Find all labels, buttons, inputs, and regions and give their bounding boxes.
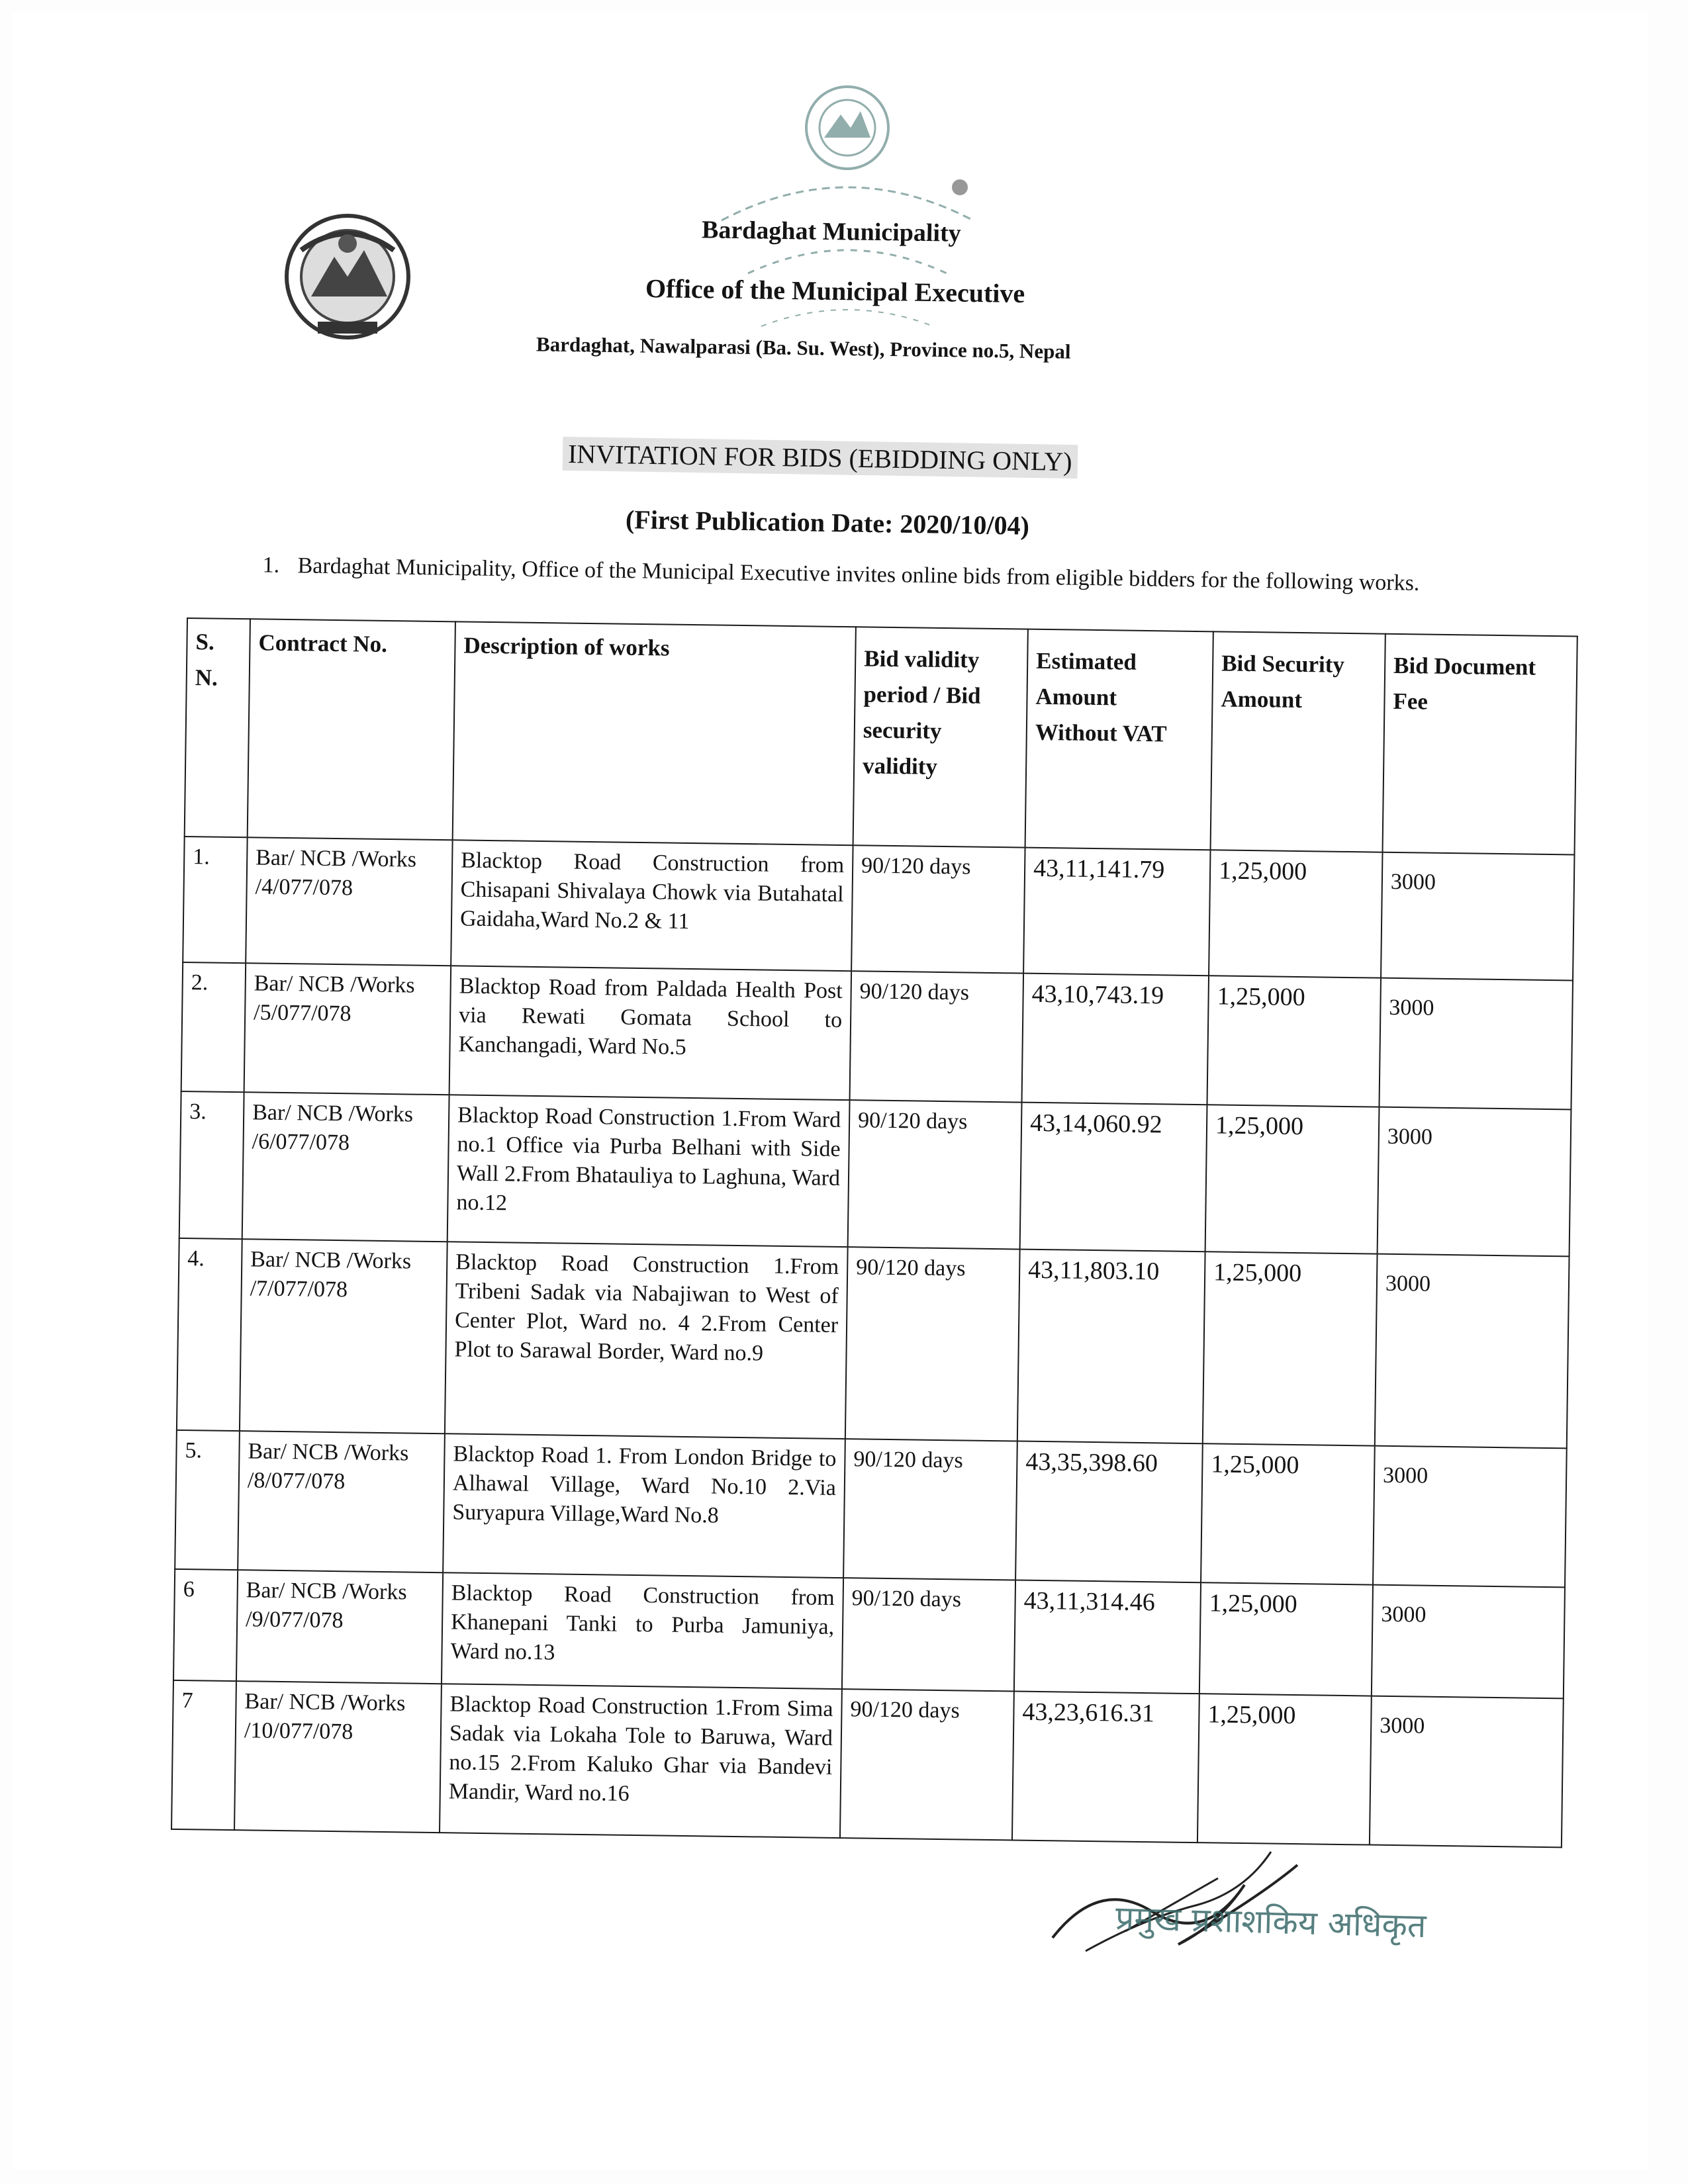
cell-description: Blacktop Road Construction from Khanepani Tanki to Purba Jamuniya, Ward no.13 [442,1572,843,1689]
cell-sn: 2. [181,962,246,1092]
cell-sn: 1. [183,837,247,963]
cell-validity: 90/120 days [851,845,1025,973]
cell-contract: Bar/ NCB /Works /9/077/078 [236,1570,443,1684]
table-row [183,837,1574,980]
header-contract: Contract No. [248,619,455,840]
cell-fee: 3000 [1378,1107,1571,1257]
cell-description: Blacktop Road Construction from Chisapani Shivalaya Chowk via Butahatal Gaidaha,Ward No.2 & 11 [451,840,853,971]
cell-validity: 90/120 days [842,1578,1015,1691]
cell-estimate: 43,11,141.79 [1023,848,1210,976]
office-name: Office of the Municipal Executive [645,273,1025,308]
cell-description: Blacktop Road 1. From London Bridge to Alhawal Village, Ward No.10 2.Via Suryapura Village,Ward No.8 [443,1433,845,1578]
cell-validity: 90/120 days [840,1689,1014,1840]
cell-estimate: 43,10,743.19 [1022,974,1209,1105]
cell-validity: 90/120 days [848,1100,1022,1249]
cell-estimate: 43,11,803.10 [1017,1250,1205,1444]
municipality-name: Bardaghat Municipality [701,216,961,248]
cell-fee: 3000 [1379,978,1573,1110]
cell-sn: 6 [173,1569,238,1681]
cell-security: 1,25,000 [1205,1105,1380,1253]
cell-sn: 7 [171,1680,236,1830]
cell-description: Blacktop Road Construction 1.From Ward no.1 Office via Purba Belhani with Side Wall 2.From Bhatauliya to Laghuna, Ward no.12 [447,1095,850,1247]
table-row [181,962,1573,1109]
cell-estimate: 43,11,314.46 [1014,1580,1201,1694]
cell-security: 1,25,000 [1199,1582,1373,1696]
header-description: Description of works [453,621,856,845]
cell-security: 1,25,000 [1201,1443,1375,1584]
table-header-row [185,618,1577,854]
nepal-emblem-icon [275,204,420,349]
cell-contract: Bar/ NCB /Works /8/077/078 [238,1431,445,1572]
bids-table-container [171,617,1577,1848]
header-estimate: Estimated Amount Without VAT [1025,629,1213,850]
document-page [13,12,1648,2169]
cell-sn: 5. [175,1430,240,1570]
cell-fee: 3000 [1370,1696,1564,1848]
publication-date: (First Publication Date: 2020/10/04) [625,504,1030,541]
header-fee: Bid Document Fee [1383,634,1577,855]
cell-contract: Bar/ NCB /Works /10/077/078 [234,1681,442,1833]
cell-security: 1,25,000 [1197,1694,1372,1844]
cell-fee: 3000 [1375,1254,1570,1449]
table-row [171,1680,1564,1847]
cell-contract: Bar/ NCB /Works /6/077/078 [242,1092,449,1242]
signature-caption: प्रमुख प्रशाशकिय अधिकृत [1115,1898,1427,1946]
notice-title: INVITATION FOR BIDS (EBIDDING ONLY) [563,437,1078,478]
cell-security: 1,25,000 [1209,850,1382,978]
table-row [177,1238,1570,1448]
paragraph-number: 1. [262,553,280,578]
office-address: Bardaghat, Nawalparasi (Ba. Su. West), Province no.5, Nepal [536,332,1071,363]
cell-contract: Bar/ NCB /Works /4/077/078 [246,837,452,966]
cell-estimate: 43,23,616.31 [1012,1691,1199,1843]
header-sn: S. N. [185,618,250,837]
cell-validity: 90/120 days [843,1439,1017,1580]
cell-description: Blacktop Road from Paldada Health Post via Rewati Gomata School to Kanchangadi, Ward No.5 [449,966,852,1100]
cell-fee: 3000 [1373,1446,1567,1588]
cell-security: 1,25,000 [1207,976,1381,1107]
cell-sn: 4. [177,1238,242,1431]
table-row [173,1569,1565,1698]
cell-fee: 3000 [1372,1585,1565,1699]
cell-security: 1,25,000 [1203,1251,1378,1445]
cell-description: Blacktop Road Construction 1.From Sima Sadak via Lokaha Tole to Baruwa, Ward no.15 2.From Kaluko Ghar via Bandevi Mandir, Ward no.16 [440,1684,842,1838]
bids-table [171,617,1578,1848]
header-validity: Bid validity period / Bid security validity [853,627,1028,847]
cell-contract: Bar/ NCB /Works /7/077/078 [240,1239,447,1433]
table-row [175,1430,1567,1587]
intro-paragraph [246,551,1490,599]
cell-estimate: 43,35,398.60 [1015,1441,1203,1583]
cell-estimate: 43,14,060.92 [1020,1103,1207,1252]
cell-sn: 3. [179,1091,244,1239]
cell-description: Blacktop Road Construction 1.From Tribeni Sadak via Nabajiwan to West of Center Plot, Ward no. 4 2.From Center Plot to Sarawal Border, Ward no.9 [445,1242,848,1439]
header-security: Bid Security Amount [1211,631,1385,852]
paragraph-text: Bardaghat Municipality, Office of the Municipal Executive invites online bids from eligible bidders for the following works. [297,553,1420,596]
cell-validity: 90/120 days [850,971,1024,1102]
table-row [179,1091,1571,1256]
cell-validity: 90/120 days [845,1247,1020,1441]
cell-contract: Bar/ NCB /Works /5/077/078 [244,963,451,1095]
cell-fee: 3000 [1381,852,1574,981]
